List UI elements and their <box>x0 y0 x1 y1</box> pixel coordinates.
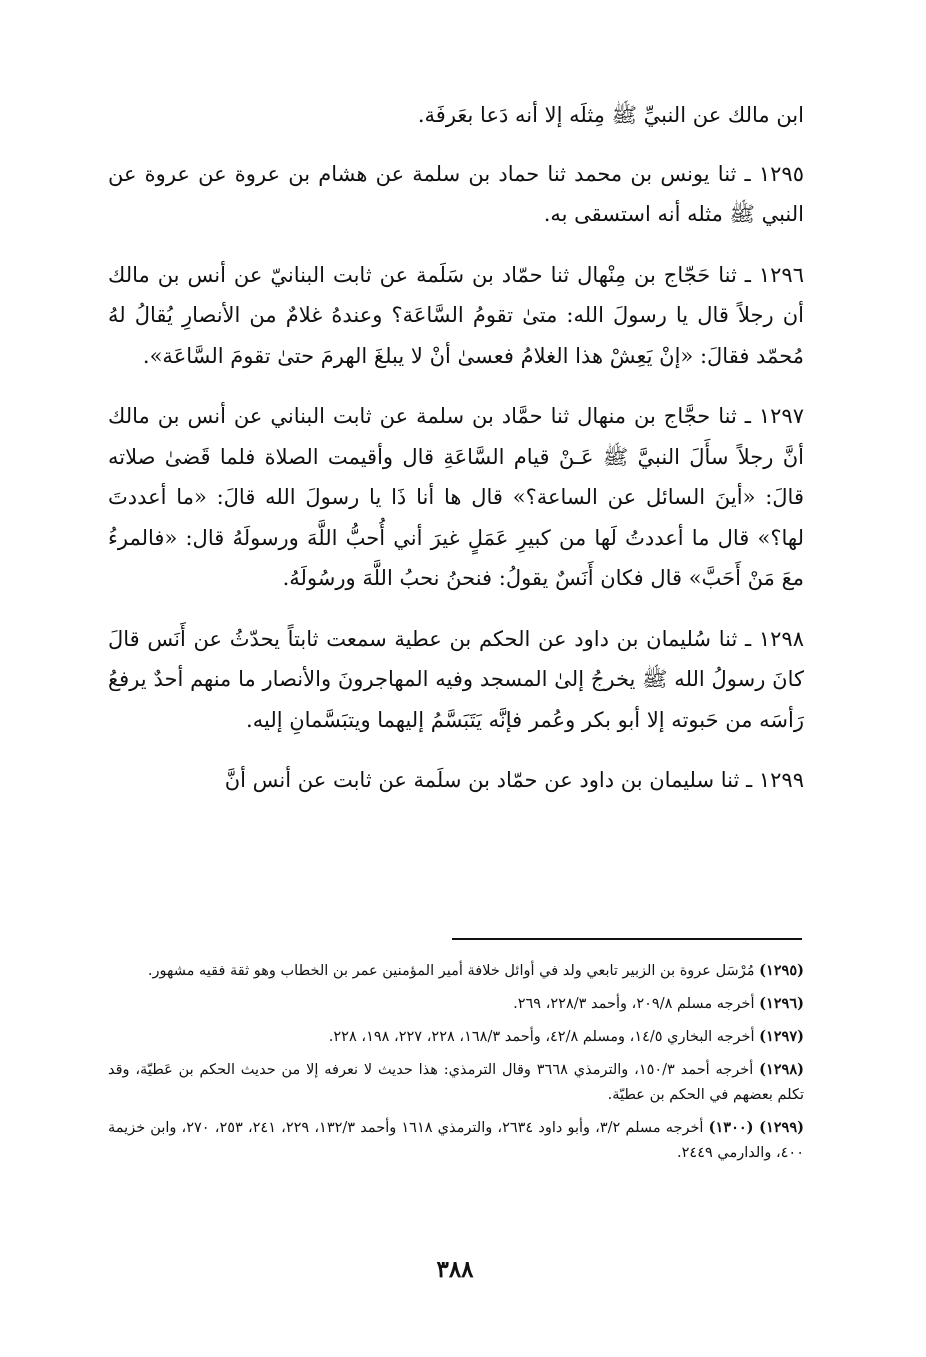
hadith-1296: ١٢٩٦ ـ ثنا حَجّاج بن مِنْهال ثنا حمّاد بن سَلَمة عن ثابت البنانيّ عن أنس بن مالك أن رجلاً قال يا رسولَ الله: متىٰ تقومُ السَّاعَة؟ وعندهُ غلامٌ من الأنصارِ يُقالُ لهُ مُحمّد فقالَ: «إنْ يَعِشْ هذا الغلامُ فعسىٰ أنْ لا يبلغَ الهرمَ حتىٰ تقومَ السَّاعَة». <box>108 262 804 368</box>
footnote-text: أخرجه البخاري ١٤/٥، ومسلم ٤٢/٨، وأحمد ١٦٨/٣، ٢٢٨، ٢٢٧، ١٩٨، ٢٢٨. <box>328 1029 755 1045</box>
footnote-text: مُرْسَل عروة بن الزبير تابعي ولد في أوائل خلافة أمير المؤمنين عمر بن الخطاب وهو ثقة فقيه مشهور. <box>147 963 755 979</box>
hadith-1299: ١٢٩٩ ـ ثنا سليمان بن داود عن حمّاد بن سلَمة عن ثابت عن أنس أنَّ <box>224 768 804 792</box>
footnote-number: (١٢٩٩) (١٣٠٠) <box>708 1119 804 1136</box>
footnote-number: (١٢٩٥) <box>759 962 804 979</box>
footnotes <box>108 958 804 1173</box>
footnote-text: أخرجه أحمد ١٥٠/٣، والترمذي ٣٦٦٨ وقال الترمذي: هذا حديث لا نعرفه إلا من حديث الحكم بن عَطيّة، وقد تكلم بعضهم في الحكم بن عطيّة. <box>108 1062 804 1103</box>
footnote-text: أخرجه مسلم ٣/٢، وأبو داود ٢٦٣٤، والترمذي ١٦١٨ وأحمد ١٣٢/٣، ٢٢٩، ٢٤١، ٢٥٣، ٢٧٠، وابن خزيمة ٤٠٠، والدارمي ٢٤٤٩. <box>108 1120 804 1161</box>
footnote-divider <box>452 938 802 940</box>
footnote-text: أخرجه مسلم ٢٠٩/٨، وأحمد ٢٢٨/٣، ٢٦٩. <box>513 996 755 1012</box>
footnote-number: (١٢٩٧) <box>759 1028 804 1045</box>
footnote-1298 <box>108 1057 804 1108</box>
page-number: ٣٨٨ <box>436 1256 474 1283</box>
paragraph-continuation: ابن مالك عن النبيِّ ﷺ مِثلَه إلا أنه دَعا بعَرفَة. <box>417 103 804 127</box>
hadith-1295: ١٢٩٥ ـ ثنا يونس بن محمد ثنا حماد بن سلمة عن هشام بن عروة عن عروة عن النبي ﷺ مثله أنه استسقى به. <box>108 161 804 226</box>
main-text <box>108 95 804 821</box>
footnote-1297 <box>108 1024 804 1050</box>
footnote-number: (١٢٩٨) <box>759 1061 804 1078</box>
hadith-1298: ١٢٩٨ ـ ثنا سُليمان بن داود عن الحكم بن عطية سمعت ثابتاً يحدّثُ عن أَنَس قالَ كانَ رسولُ الله ﷺ يخرجُ إلىٰ المسجد وفيه المهاجرونَ والأنصار ما منهم أحدٌ يرفعُ رَأسَه من حَبوته إلا أبو بكر وعُمر فإنَّه يَتَبَسَّمُ إليهما ويتبَسَّمانِ إليه. <box>108 626 804 732</box>
footnote-1299 <box>108 1115 804 1166</box>
footnote-1295 <box>108 958 804 984</box>
footnote-number: (١٢٩٦) <box>759 995 804 1012</box>
footnote-1296 <box>108 991 804 1017</box>
hadith-1297: ١٢٩٧ ـ ثنا حجَّاج بن منهال ثنا حمَّاد بن سلمة عن ثابت البناني عن أنس بن مالك أنَّ رجلاً سأَلَ النبيَّ ﷺ عَـنْ قيام السَّاعَةِ قال وأقيمت الصلاة فلما قَضىٰ صلاته قالَ: «أينَ السائل عن الساعة؟» قال ها أنا ذَا يا رسولَ الله قالَ: «ما أعددتَ لها؟» قال ما أعددتُ لَها من كبيرِ عَمَلٍ غيرَ أني أُحبُّ اللَّهَ ورسولَهُ قال: «فالمرءُ معَ مَنْ أَحَبَّ» قال فكان أَنَسٌ يقولُ: فنحنُ نحبُ اللَّهَ ورسُولَهُ. <box>108 404 804 590</box>
